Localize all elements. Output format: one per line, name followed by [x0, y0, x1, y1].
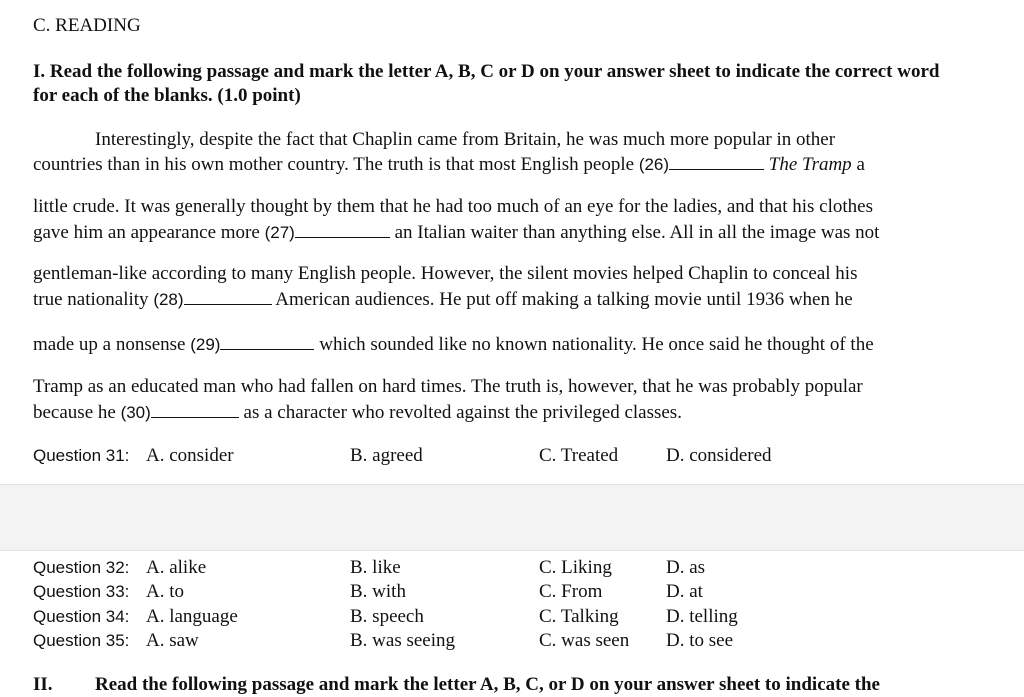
passage-line-2 — [33, 151, 865, 177]
passage-line-8: Tramp as an educated man who had fallen on hard times. The truth is, however, that he was probably popular — [33, 376, 863, 397]
question-32-label: Question 32: — [33, 558, 130, 577]
question-35-option-c[interactable]: C. was seen — [539, 630, 630, 651]
passage-line-3: little crude. It was generally thought by them that he had too much of an eye for the ladies, and that his clothes — [33, 196, 873, 217]
page-break-divider — [0, 550, 1024, 551]
question-33-option-c[interactable]: C. From — [539, 581, 603, 602]
blank-26-number: (26) — [638, 155, 670, 174]
question-33-option-a[interactable]: A. to — [146, 581, 184, 602]
question-34-option-b[interactable]: B. speech — [350, 606, 424, 627]
question-34-label: Question 34: — [33, 607, 130, 626]
passage-line-9 — [33, 399, 682, 425]
passage-text: an Italian waiter than anything else. All in all the image was not — [394, 222, 880, 243]
question-35-label: Question 35: — [33, 631, 130, 650]
passage-text: a — [856, 154, 865, 175]
passage-line-5: gentleman-like according to many English people. However, the silent movies helped Chaplin to conceal his — [33, 263, 858, 284]
next-section-number: II. — [33, 674, 53, 695]
blank-27-number: (27) — [264, 223, 295, 242]
instruction-line-2: for each of the blanks. (1.0 point) — [33, 85, 301, 106]
blank-30-number: (30) — [120, 403, 151, 422]
passage-italic-title: The Tramp — [768, 154, 852, 175]
question-31-option-b[interactable]: B. agreed — [350, 445, 423, 466]
passage-line-7 — [33, 331, 874, 357]
passage-text: which sounded like no known nationality. He once said he thought of the — [319, 334, 874, 355]
blank-28-number: (28) — [153, 290, 184, 309]
question-32-option-c[interactable]: C. Liking — [539, 557, 612, 578]
blank-29[interactable] — [220, 331, 314, 350]
passage-text: as a character who revolted against the privileged classes. — [243, 402, 682, 423]
question-32-option-d[interactable]: D. as — [666, 557, 706, 578]
blank-28[interactable] — [184, 286, 272, 305]
passage-text: gave him an appearance more — [33, 222, 260, 243]
passage-text: countries than in his own mother country. The truth is that most English people — [33, 154, 635, 175]
passage-line-1: Interestingly, despite the fact that Chaplin came from Britain, he was much more popular in other — [95, 129, 836, 150]
section-title: C. READING — [33, 15, 141, 36]
blank-30[interactable] — [151, 399, 239, 418]
question-31-option-c[interactable]: C. Treated — [539, 445, 619, 466]
passage-text: because he — [33, 402, 116, 423]
next-section-instruction: Read the following passage and mark the letter A, B, C, or D on your answer sheet to indicate the — [95, 674, 880, 695]
passage-line-4 — [33, 219, 879, 245]
question-31-option-a[interactable]: A. consider — [146, 445, 234, 466]
page-break — [0, 484, 1024, 550]
blank-26[interactable] — [669, 151, 764, 170]
question-34-option-d[interactable]: D. telling — [666, 606, 738, 627]
question-33-label: Question 33: — [33, 582, 130, 601]
question-34-option-a[interactable]: A. language — [146, 606, 238, 627]
question-34-option-c[interactable]: C. Talking — [539, 606, 619, 627]
passage-text: American audiences. He put off making a talking movie until 1936 when he — [275, 289, 853, 310]
question-33-option-d[interactable]: D. at — [666, 581, 703, 602]
instruction-line-1: I. Read the following passage and mark the letter A, B, C or D on your answer sheet to indicate the correct word — [33, 61, 940, 82]
page-break-divider — [0, 484, 1024, 485]
passage-text: true nationality — [33, 289, 149, 310]
question-32-option-b[interactable]: B. like — [350, 557, 401, 578]
blank-29-number: (29) — [190, 335, 221, 354]
passage-text: made up a nonsense — [33, 334, 186, 355]
passage-line-6 — [33, 286, 853, 312]
question-35-option-b[interactable]: B. was seeing — [350, 630, 456, 651]
blank-27[interactable] — [295, 219, 390, 238]
question-33-option-b[interactable]: B. with — [350, 581, 406, 602]
question-32-option-a[interactable]: A. alike — [146, 557, 207, 578]
question-31-label: Question 31: — [33, 446, 130, 465]
question-31-option-d[interactable]: D. considered — [666, 445, 772, 466]
question-35-option-d[interactable]: D. to see — [666, 630, 734, 651]
question-35-option-a[interactable]: A. saw — [146, 630, 199, 651]
